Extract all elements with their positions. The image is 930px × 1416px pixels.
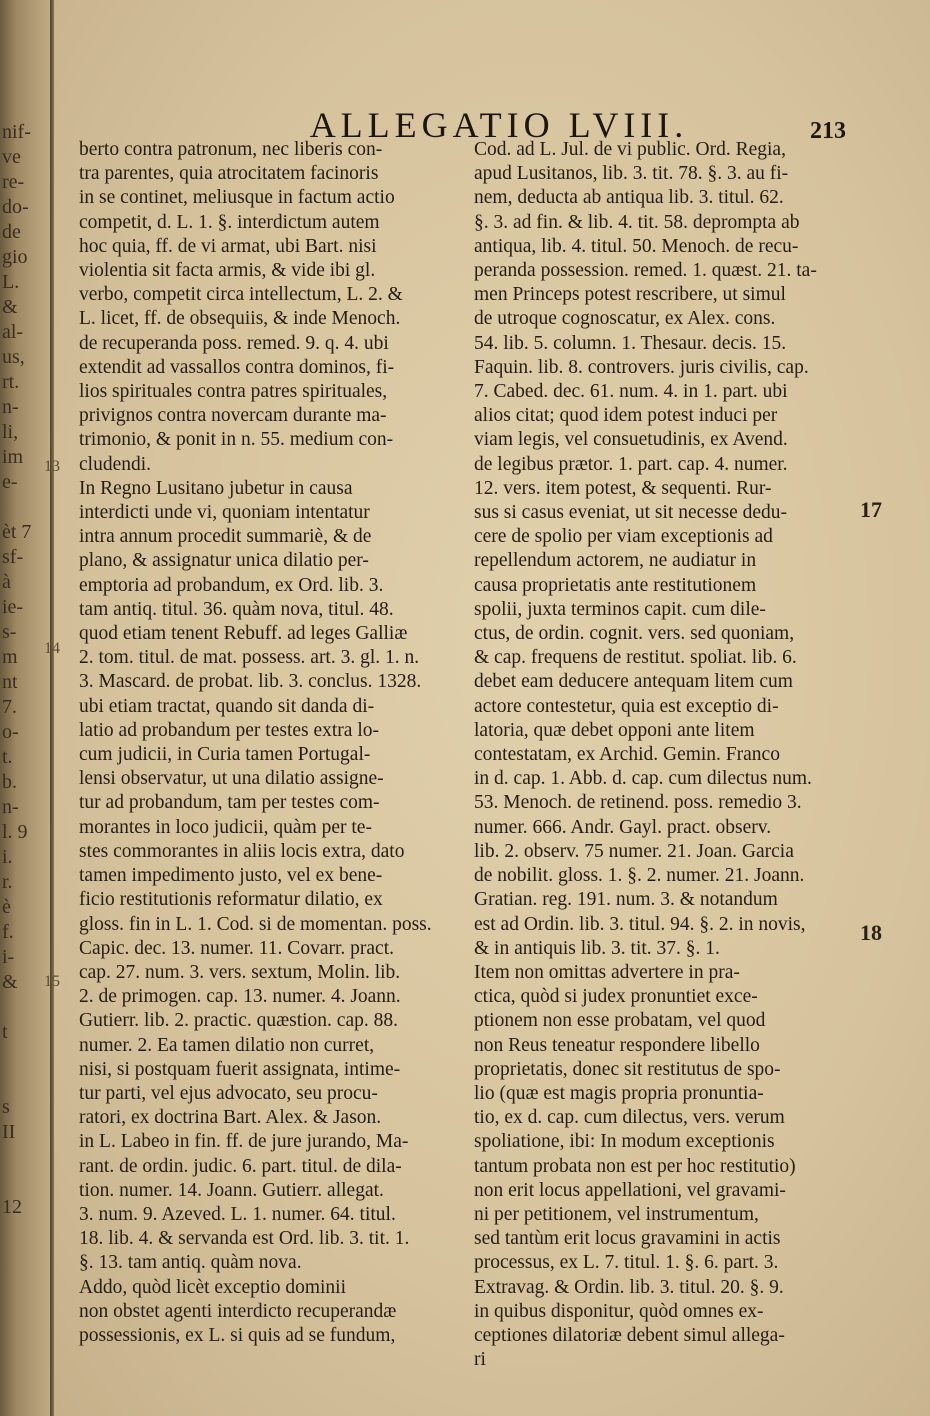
book-page (44, 0, 930, 1416)
right-column-line: in quibus disponitur, quòd omnes ex- (474, 1300, 764, 1322)
right-column-line: Item non omittas advertere in pra- (474, 961, 740, 983)
right-column-line: ctus, de ordin. cognit. vers. sed quoniam, (474, 623, 795, 645)
right-column-line: ri (474, 1349, 486, 1371)
right-column-line: sed tantùm erit locus gravamini in actis (474, 1228, 781, 1250)
left-column-line: gloss. fin in L. 1. Cod. si de momentan. poss. (79, 913, 432, 935)
left-column-line: competit, d. L. 1. §. interdictum autem (79, 211, 380, 233)
right-column-line: apud Lusitanos, lib. 3. tit. 78. §. 3. au fi- (474, 163, 789, 185)
right-column-line: 53. Menoch. de retinend. poss. remedio 3. (474, 792, 802, 814)
left-column-line: verbo, competit circa intellectum, L. 2. & (79, 284, 403, 306)
previous-page-fragment: nt (2, 671, 18, 693)
margin-number-14: 14 (44, 640, 60, 657)
left-column-line: cludendi. (79, 453, 152, 475)
right-column-line: de legibus prætor. 1. part. cap. 4. numer. (474, 453, 788, 475)
previous-page-fragment: II (2, 1121, 16, 1143)
right-column-line: 54. lib. 5. column. 1. Thesaur. decis. 15. (474, 332, 787, 354)
right-column-line: latoria, quæ debet opponi ante litem (474, 719, 755, 741)
previous-page-fragment: & (2, 971, 18, 993)
left-column-line: §. 13. tam antiq. quàm nova. (79, 1252, 302, 1274)
right-column-line: actore contestetur, quia est exceptio di- (474, 695, 779, 717)
right-column-line: causa proprietatis ante restitutionem (474, 574, 757, 596)
previous-page-fragment: nif- (2, 121, 31, 143)
previous-page-fragment: èt 7 (2, 521, 32, 543)
previous-page-fragment: s- (2, 621, 17, 643)
right-column-line: lio (quæ est magis propria pronuntia- (474, 1082, 764, 1104)
margin-number-15: 15 (44, 973, 60, 990)
right-column-line: processus, ex L. 7. titul. 1. §. 6. part. 3. (474, 1252, 779, 1274)
right-column-line: contestatam, ex Archid. Gemin. Franco (474, 744, 780, 766)
right-column-line: numer. 666. Andr. Gayl. pract. observ. (474, 816, 772, 838)
running-head: ALLEGATIO LVIII. (309, 105, 689, 145)
right-column-line: antiqua, lib. 4. titul. 50. Menoch. de recu- (474, 235, 799, 257)
right-column-line: 7. Cabed. dec. 61. num. 4. in 1. part. ubi (474, 381, 788, 403)
left-column-line: Capic. dec. 13. numer. 11. Covarr. pract. (79, 937, 394, 959)
right-column-line: peranda possession. remed. 1. quæst. 21. ta- (474, 260, 817, 282)
right-column-line: men Princeps potest rescribere, ut simul (474, 284, 786, 306)
left-column-line: cum judicii, in Curia tamen Portugal- (79, 744, 371, 766)
right-column-line: spoliatione, ibi: In modum exceptionis (474, 1131, 775, 1153)
previous-page-fragment (2, 1170, 48, 1195)
previous-page-fragment: s (2, 1096, 10, 1118)
previous-page-fragment: im (2, 446, 24, 468)
right-column-line: nem, deducta ab antiqua lib. 3. titul. 62. (474, 187, 784, 209)
left-column-line: berto contra patronum, nec liberis con- (79, 139, 383, 160)
right-column-line: in d. cap. 1. Abb. d. cap. cum dilectus num. (474, 768, 812, 790)
previous-page-fragment: l. 9 (2, 821, 28, 843)
previous-page-fragment: i. (2, 846, 13, 868)
left-column-line: 2. tom. titul. de mat. possess. art. 3. gl. 1. n. (79, 647, 420, 669)
right-column-line: tio, ex d. cap. cum dilectus, vers. verum (474, 1107, 785, 1129)
right-column-line: alios citat; quod idem potest induci per (474, 405, 778, 427)
previous-page-fragment: n- (2, 396, 19, 418)
left-column-line: interdicti unde vi, quoniam intentatur (79, 502, 370, 524)
left-column-line: violentia sit facta armis, & vide ibi gl. (79, 260, 376, 282)
previous-page-fragment: t. (2, 746, 13, 768)
left-column-line: tur parti, vel ejus advocato, seu procu- (79, 1082, 378, 1104)
previous-page-fragment: 12 (2, 1196, 22, 1218)
left-column-line: tra parentes, quia atrocitatem facinoris (79, 163, 379, 185)
previous-page-fragment: re- (2, 171, 25, 193)
right-column-line: viam legis, vel consuetudinis, ex Avend. (474, 429, 788, 451)
right-column-line: sus si casus eveniat, ut sit necesse dedu- (474, 502, 788, 524)
left-column-line: possessionis, ex L. si quis ad se fundum, (79, 1324, 396, 1346)
left-column-line: ficio restitutionis reformatur dilatio, ex (79, 889, 383, 911)
previous-page-fragment: m (2, 646, 18, 668)
previous-page-fragment: ve (2, 146, 21, 168)
right-column (474, 138, 859, 1372)
previous-page-fragment: do- (2, 196, 29, 218)
previous-page-fragment: de (2, 221, 21, 243)
previous-page-fragment: ie- (2, 596, 24, 618)
left-column-line: in L. Labeo in fin. ff. de jure jurando, Ma- (79, 1131, 409, 1153)
left-column-line: tion. numer. 14. Joann. Gutierr. allegat. (79, 1179, 384, 1201)
left-column-line: Gutierr. lib. 2. practic. quæstion. cap. 88. (79, 1010, 398, 1032)
right-column-line: lib. 2. observ. 75 numer. 21. Joan. Garcia (474, 840, 794, 862)
previous-page-fragment (2, 1070, 48, 1095)
previous-page-fragment: i- (2, 946, 15, 968)
previous-page-fragment: rt. (2, 371, 20, 393)
previous-page-fragment: & (2, 296, 18, 318)
left-column-line: lios spirituales contra patres spirituales, (79, 381, 388, 403)
right-column-line: ctica, quòd si judex pronuntiet exce- (474, 986, 758, 1008)
right-column-line: ni per petitionem, vel instrumentum, (474, 1203, 759, 1225)
left-column-line: hoc quia, ff. de vi armat, ubi Bart. nisi (79, 235, 377, 257)
page-number: 213 (810, 118, 846, 144)
right-column-line: Gratian. reg. 191. num. 3. & notandum (474, 889, 778, 911)
left-column-line: non obstet agenti interdicto recuperandæ (79, 1300, 397, 1322)
left-column-line: lensi observatur, ut una dilatio assigne- (79, 768, 384, 790)
right-column-line: Cod. ad L. Jul. de vi public. Ord. Regia, (474, 139, 786, 160)
left-column-line: tur ad probandum, tam per testes com- (79, 792, 380, 814)
left-column-line: latio ad probandum per testes extra lo- (79, 719, 379, 741)
right-column-line: cere de spolio per viam exceptionis ad (474, 526, 773, 548)
previous-page-fragment: sf- (2, 546, 24, 568)
left-column-line: extendit ad vassallos contra dominos, fi- (79, 356, 395, 378)
previous-page-fragment: 7. (2, 696, 17, 718)
left-column-line: 2. de primogen. cap. 13. numer. 4. Joann. (79, 986, 401, 1008)
left-column-line: ratori, ex doctrina Bart. Alex. & Jason. (79, 1107, 382, 1129)
margin-number-17: 17 (860, 497, 882, 522)
right-column-line: 12. vers. item potest, & sequenti. Rur- (474, 477, 772, 499)
left-column-line: 3. Mascard. de probat. lib. 3. conclus. 1328. (79, 671, 422, 693)
previous-page-fragment: b. (2, 771, 17, 793)
previous-page-fragment: f. (2, 921, 14, 943)
left-column-line: ubi etiam tractat, quando sit danda di- (79, 695, 375, 717)
right-column-line: & in antiquis lib. 3. tit. 37. §. 1. (474, 937, 720, 959)
left-column-line: nisi, si postquam fuerit assignata, intime- (79, 1058, 401, 1080)
left-column-line: tam antiq. titul. 36. quàm nova, titul. 48. (79, 598, 394, 620)
margin-number-13: 13 (44, 458, 60, 475)
left-column-line: tamen impedimento justo, vel ex bene- (79, 865, 383, 887)
right-column-line: Extravag. & Ordin. lib. 3. titul. 20. §. 9. (474, 1276, 784, 1298)
left-column-line: trimonio, & ponit in n. 55. medium con- (79, 429, 394, 451)
left-column-line: In Regno Lusitano jubetur in causa (79, 477, 353, 499)
right-column-line: ceptiones dilatoriæ debent simul allega- (474, 1324, 785, 1346)
right-column-line: & cap. frequens de restitut. spoliat. lib. 6. (474, 647, 797, 669)
right-column-line: non erit locus appellationi, vel gravami- (474, 1179, 786, 1201)
right-column-line: proprietatis, donec sit restitutus de spo- (474, 1058, 781, 1080)
previous-page-edge (2, 120, 48, 1360)
left-column-line: 3. num. 9. Azeved. L. 1. numer. 64. titul. (79, 1203, 396, 1225)
left-column-line: rant. de ordin. judic. 6. part. titul. de dila- (79, 1155, 402, 1177)
left-column-line: in se continet, meliusque in factum actio (79, 187, 395, 209)
left-column-line: quod etiam tenent Rebuff. ad leges Galliæ (79, 623, 408, 645)
left-column-line: cap. 27. num. 3. vers. sextum, Molin. lib. (79, 961, 401, 983)
previous-page-fragment (2, 995, 48, 1020)
left-column-line: intra annum procedit summariè, & de (79, 526, 372, 548)
right-column-line: tantum probata non est per hoc restitutio) (474, 1155, 796, 1177)
previous-page-fragment: o- (2, 721, 19, 743)
previous-page-fragment: al- (2, 321, 24, 343)
previous-page-fragment: n- (2, 796, 19, 818)
left-column-line: plano, & assignatur unica dilatio per- (79, 550, 369, 572)
left-column-line: Addo, quòd licèt exceptio dominii (79, 1276, 346, 1298)
left-column-line: stes commorantes in aliis locis extra, dato (79, 840, 405, 862)
right-column-line: non Reus teneatur respondere libello (474, 1034, 760, 1056)
right-column-line: repellendum actorem, ne audiatur in (474, 550, 757, 572)
previous-page-fragment: gio (2, 246, 28, 268)
margin-number-18: 18 (860, 920, 882, 945)
right-column-line: de utroque cognoscatur, ex Alex. cons. (474, 308, 776, 330)
previous-page-fragment: us, (2, 346, 25, 368)
left-column-line: morantes in loco judicii, quàm per te- (79, 816, 372, 838)
left-column-line: de recuperanda poss. remed. 9. q. 4. ubi (79, 332, 389, 354)
right-column-line: est ad Ordin. lib. 3. titul. 94. §. 2. in novis, (474, 913, 806, 935)
previous-page-fragment: r. (2, 871, 13, 893)
previous-page-fragment: t (2, 1021, 8, 1043)
right-column-line: Faquin. lib. 8. controvers. juris civilis, cap. (474, 356, 809, 378)
previous-page-fragment (2, 495, 48, 520)
previous-page-fragment: li, (2, 421, 19, 443)
left-column-line: 18. lib. 4. & servanda est Ord. lib. 3. tit. 1. (79, 1228, 410, 1250)
previous-page-fragment: L. (2, 271, 20, 293)
previous-page-fragment (2, 1045, 48, 1070)
right-column-line: §. 3. ad fin. & lib. 4. tit. 58. deprompta ab (474, 211, 800, 233)
right-column-line: spolii, juxta terminos capit. cum dile- (474, 598, 766, 620)
right-column-line: debet eam deducere antequam litem cum (474, 671, 793, 693)
left-column (79, 138, 484, 1348)
right-column-line: ptionem non esse probatam, vel quod (474, 1010, 766, 1032)
previous-page-fragment: à (2, 571, 11, 593)
right-column-line: de nobilit. gloss. 1. §. 2. numer. 21. Joann. (474, 865, 805, 887)
previous-page-fragment: e- (2, 471, 18, 493)
left-column-line: emptoria ad probandum, ex Ord. lib. 3. (79, 574, 384, 596)
previous-page-fragment: è (2, 896, 11, 918)
left-column-line: privignos contra novercam durante ma- (79, 405, 387, 427)
left-column-line: numer. 2. Ea tamen dilatio non curret, (79, 1034, 375, 1056)
left-column-line: L. licet, ff. de obsequiis, & inde Menoch. (79, 308, 401, 330)
previous-page-fragment (2, 1145, 48, 1170)
